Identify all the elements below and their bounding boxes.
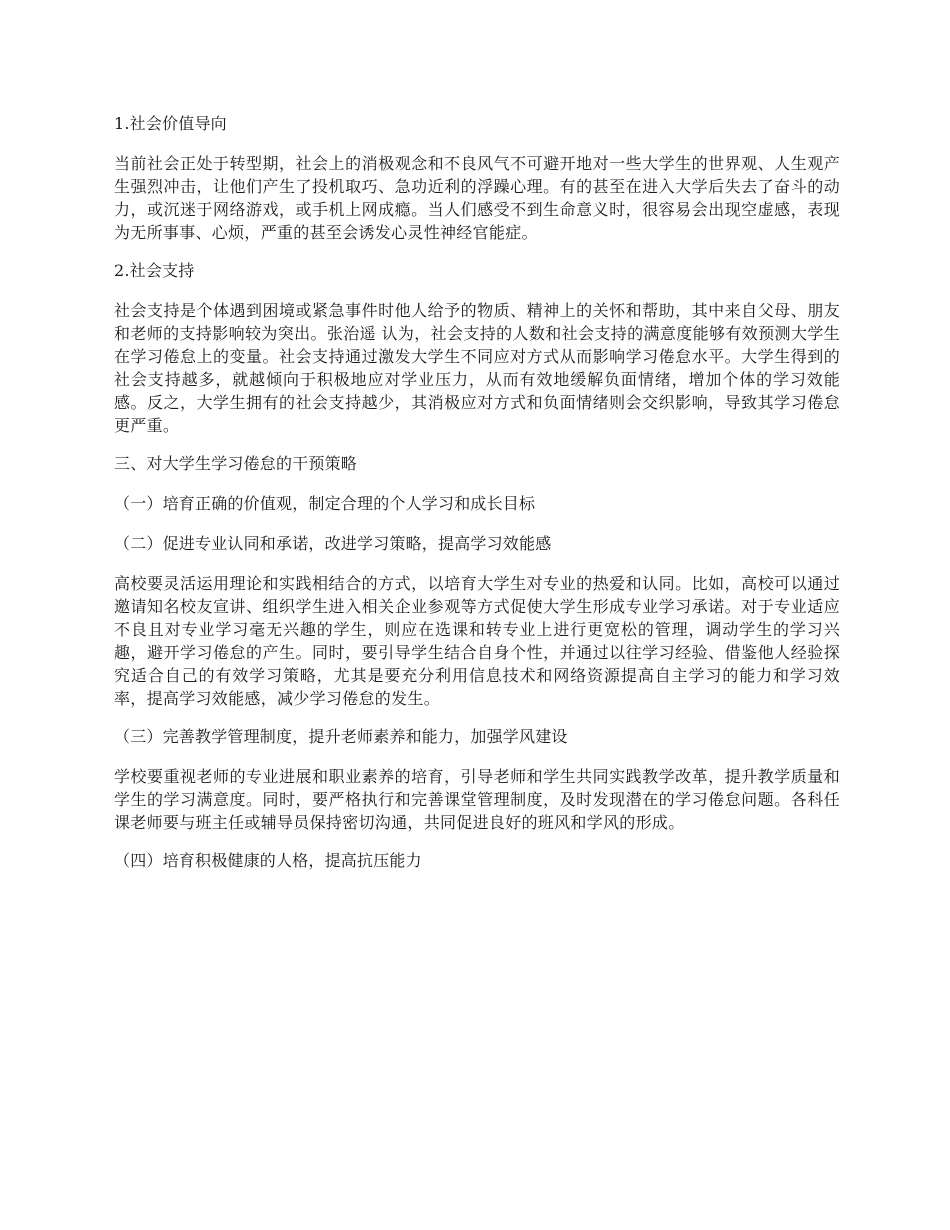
subheading-healthy-personality: （四）培育积极健康的人格，提高抗压能力 (114, 851, 422, 870)
subheading-values-goals: （一）培育正确的价值观，制定合理的个人学习和成长目标 (114, 494, 536, 513)
section-heading-social-support: 2.社会支持 (114, 261, 195, 280)
paragraph-social-support: 社会支持是个体遇到困境或紧急事件时他人给予的物质、精神上的关怀和帮助，其中来自父母、朋友和老师的支持影响较为突出。张治遥 认为，社会支持的人数和社会支持的满意度能够有效预测大学生在学习倦怠上的变量。社会支持通过激发大学生不同应对方式从而影响学习倦怠水平。大学生得到的社会支持越多，就越倾向于积极地应对学业压力，从而有效地缓解负面情绪，增加个体的学习效能感。反之，大学生拥有的社会支持越少，其消极应对方式和负面情绪则会交织影响，导致其学习倦怠更严重。 (114, 301, 840, 435)
paragraph-professional-identity: 高校要灵活运用理论和实践相结合的方式，以培育大学生对专业的热爱和认同。比如，高校可以通过邀请知名校友宣讲、组织学生进入相关企业参观等方式促使大学生形成专业学习承诺。对于专业适应不良且对专业学习毫无兴趣的学生，则应在选课和转专业上进行更宽松的管理，调动学生的学习兴趣，避开学习倦怠的产生。同时，要引导学生结合自身个性，并通过以往学习经验、借鉴他人经验探究适合自己的有效学习策略，尤其是要充分利用信息技术和网络资源提高自主学习的能力和学习效率，提高学习效能感，减少学习倦怠的发生。 (114, 574, 840, 708)
document-page (114, 112, 840, 889)
section-heading-social-value: 1.社会价值导向 (114, 114, 227, 133)
subheading-teaching-management: （三）完善教学管理制度，提升老师素养和能力，加强学风建设 (114, 727, 568, 746)
subheading-professional-identity: （二）促进专业认同和承诺，改进学习策略，提高学习效能感 (114, 534, 552, 553)
section-heading-intervention: 三、对大学生学习倦怠的干预策略 (114, 454, 358, 473)
paragraph-social-value: 当前社会正处于转型期，社会上的消极观念和不良风气不可避开地对一些大学生的世界观、人生观产生强烈冲击，让他们产生了投机取巧、急功近利的浮躁心理。有的甚至在进入大学后失去了奋斗的动力，或沉迷于网络游戏，或手机上网成瘾。当人们感受不到生命意义时，很容易会出现空虚感，表现为无所事事、心烦，严重的甚至会诱发心灵性神经官能症。 (114, 154, 840, 242)
paragraph-teaching-management: 学校要重视老师的专业进展和职业素养的培育，引导老师和学生共同实践教学改革，提升教学质量和学生的学习满意度。同时，要严格执行和完善课堂管理制度，及时发现潜在的学习倦怠问题。各科任课老师要与班主任或辅导员保持密切沟通，共同促进良好的班风和学风的形成。 (114, 767, 840, 832)
